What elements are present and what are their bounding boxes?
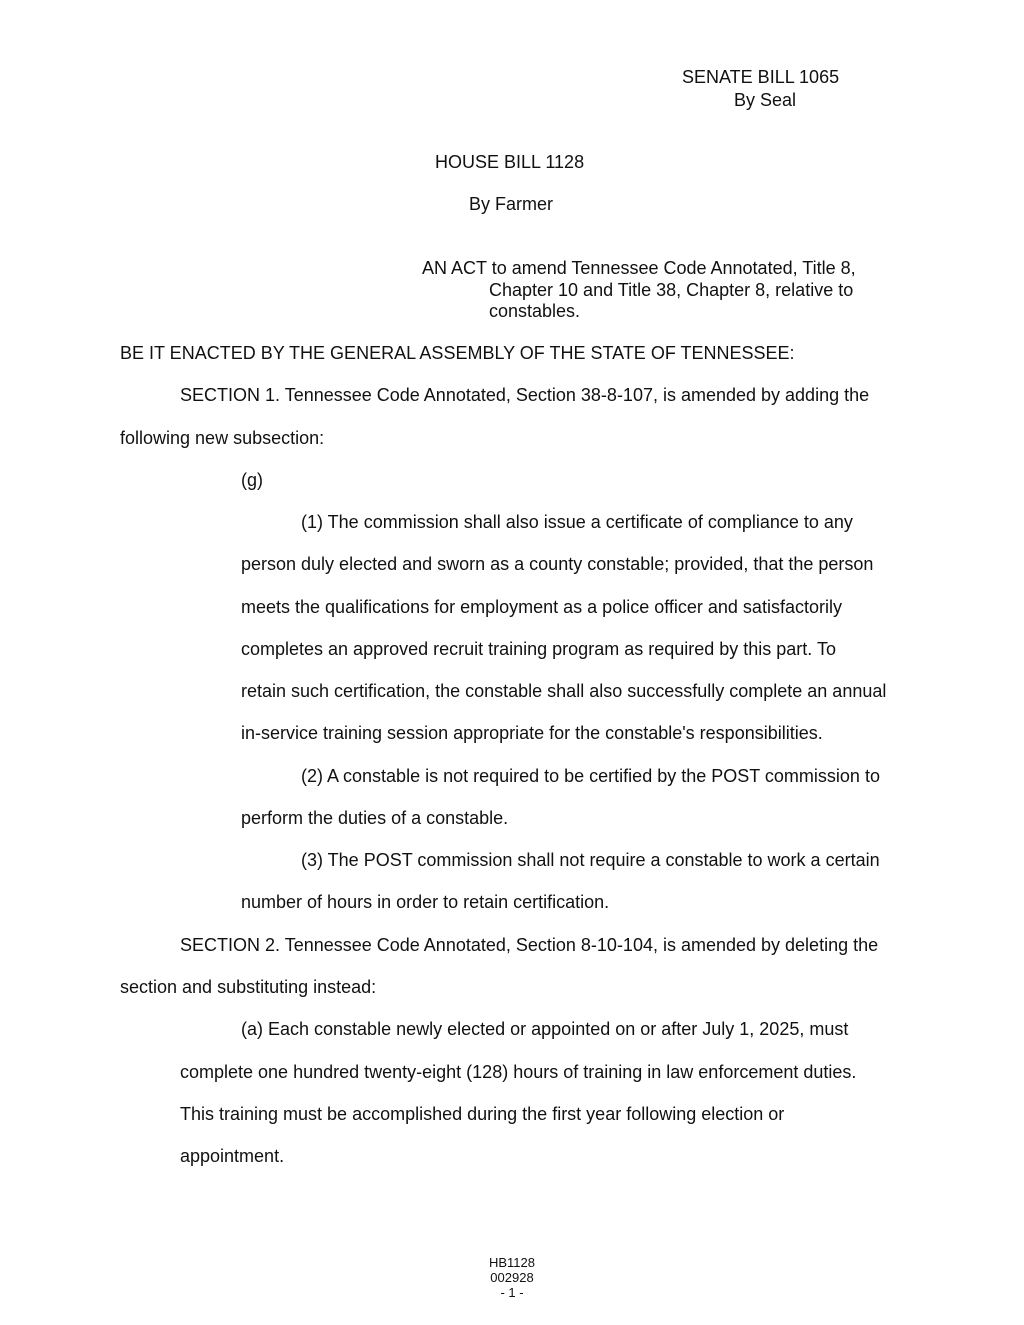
- footer-bill-id: HB1128: [488, 1255, 535, 1270]
- subsection-g-2-line: perform the duties of a constable.: [241, 808, 509, 828]
- subsection-g-1-line: meets the qualifications for employment as a police officer and satisfactorily: [241, 597, 842, 617]
- section-2-line-2: section and substituting instead:: [120, 977, 377, 997]
- house-bill-number: HOUSE BILL 1128: [435, 152, 585, 172]
- subsection-g-1-line: (1) The commission shall also issue a certificate of compliance to any: [301, 512, 853, 532]
- act-caption-line-3: constables.: [489, 301, 581, 321]
- subsection-a-line: appointment.: [180, 1146, 285, 1166]
- subsection-a-line: This training must be accomplished during the first year following election or: [180, 1104, 785, 1124]
- subsection-g-3-line: (3) The POST commission shall not require a constable to work a certain: [301, 850, 880, 870]
- subsection-g-label: (g): [241, 470, 263, 490]
- subsection-a-line: (a) Each constable newly elected or appointed on or after July 1, 2025, must: [241, 1019, 849, 1039]
- section-2-line-1: SECTION 2. Tennessee Code Annotated, Section 8-10-104, is amended by deleting the: [180, 935, 879, 955]
- senate-bill-number: SENATE BILL 1065: [682, 67, 840, 87]
- subsection-g-1-line: retain such certification, the constable shall also successfully complete an annual: [241, 681, 887, 701]
- senate-bill-sponsor: By Seal: [734, 90, 797, 110]
- section-1-line-2: following new subsection:: [120, 428, 325, 448]
- act-caption-line-1: AN ACT to amend Tennessee Code Annotated, Title 8,: [422, 258, 856, 278]
- subsection-g-1-line: in-service training session appropriate for the constable's responsibilities.: [241, 723, 823, 743]
- section-1-line-1: SECTION 1. Tennessee Code Annotated, Section 38-8-107, is amended by adding the: [180, 385, 870, 405]
- subsection-g-2-line: (2) A constable is not required to be certified by the POST commission to: [301, 766, 880, 786]
- footer-doc-number: 002928: [490, 1270, 534, 1285]
- act-caption-line-2: Chapter 10 and Title 38, Chapter 8, relative to: [489, 280, 854, 300]
- footer-page-number: - 1 -: [500, 1285, 524, 1300]
- subsection-g-1-line: person duly elected and sworn as a county constable; provided, that the person: [241, 554, 874, 574]
- enacting-clause: BE IT ENACTED BY THE GENERAL ASSEMBLY OF THE STATE OF TENNESSEE:: [120, 343, 795, 363]
- subsection-a-line: complete one hundred twenty-eight (128) hours of training in law enforcement duties.: [180, 1062, 857, 1082]
- house-bill-sponsor: By Farmer: [469, 194, 554, 214]
- subsection-g-3-line: number of hours in order to retain certification.: [241, 892, 610, 912]
- subsection-g-1-line: completes an approved recruit training program as required by this part. To: [241, 639, 836, 659]
